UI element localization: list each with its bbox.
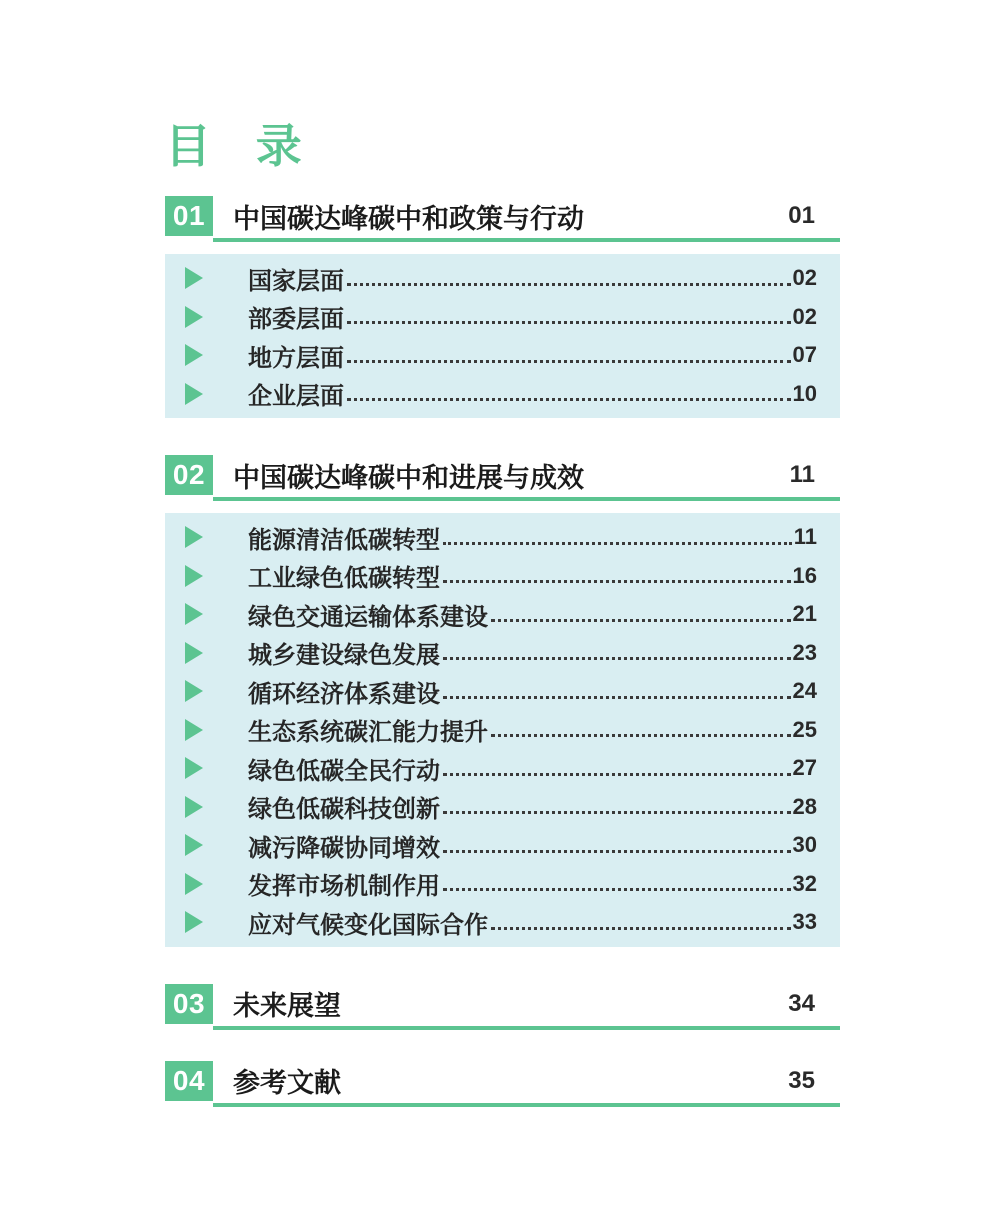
- triangle-bullet-icon: [185, 344, 221, 366]
- section-header: [165, 1061, 840, 1101]
- toc-item: [165, 749, 840, 788]
- toc-item: [165, 788, 840, 827]
- toc-item-page-number: 11: [793, 524, 817, 550]
- section-page-number: 01: [788, 202, 815, 229]
- section-number: 02: [172, 459, 206, 490]
- section-header: [165, 984, 840, 1024]
- section-title: 中国碳达峰碳中和政策与行动: [233, 203, 584, 234]
- section-number-badge: [165, 455, 213, 495]
- toc-item: [165, 259, 840, 298]
- section-number: 03: [172, 987, 206, 1019]
- section-page-number: 11: [789, 461, 815, 488]
- triangle-bullet-icon: [185, 719, 221, 741]
- section-title: 参考文献: [233, 1068, 341, 1098]
- section-underline: [213, 1026, 840, 1030]
- section-header: [165, 455, 840, 495]
- dotted-leader: [443, 696, 791, 699]
- dotted-leader: [347, 398, 791, 401]
- toc-item-label: 国家层面: [248, 267, 344, 295]
- toc-item-page-number: 32: [792, 870, 817, 896]
- section-items-panel: [165, 513, 840, 947]
- section-underline: [213, 497, 840, 501]
- section-underline: [213, 238, 840, 242]
- dotted-leader: [491, 734, 791, 737]
- section-number-badge: [165, 196, 213, 236]
- section-number: 01: [172, 200, 206, 231]
- toc-section: [165, 984, 840, 1024]
- section-header: [165, 196, 840, 236]
- dotted-leader: [443, 542, 792, 545]
- toc-item-page-number: 25: [792, 716, 817, 742]
- page-title: 目 录: [165, 120, 318, 172]
- toc-item: [165, 672, 840, 711]
- dotted-leader: [443, 811, 791, 814]
- section-number-badge: [165, 1061, 213, 1101]
- section-number-badge: [165, 984, 213, 1024]
- triangle-bullet-icon: [185, 873, 221, 895]
- toc-item-label: 能源清洁低碳转型: [248, 526, 440, 554]
- triangle-bullet-icon: [185, 267, 221, 289]
- triangle-bullet-icon: [185, 680, 221, 702]
- section-number: 04: [172, 1064, 206, 1096]
- toc-section: [165, 455, 840, 947]
- toc-item-label: 绿色低碳科技创新: [248, 796, 440, 824]
- toc-item: [165, 865, 840, 904]
- triangle-bullet-icon: [185, 834, 221, 856]
- toc-item-label: 循环经济体系建设: [248, 680, 440, 708]
- toc-item-page-number: 16: [792, 562, 817, 588]
- toc-item: [165, 375, 840, 414]
- toc-item-page-number: 33: [792, 909, 817, 935]
- section-items-panel: [165, 254, 840, 418]
- toc-item-label: 企业层面: [248, 383, 344, 411]
- triangle-bullet-icon: [185, 383, 221, 405]
- dotted-leader: [443, 773, 791, 776]
- dotted-leader: [347, 321, 791, 324]
- toc-item-page-number: 10: [792, 380, 817, 406]
- toc-item: [165, 518, 840, 557]
- toc-item-label: 发挥市场机制作用: [248, 873, 440, 901]
- dotted-leader: [443, 888, 791, 891]
- section-underline: [213, 1103, 840, 1107]
- toc-item-label: 部委层面: [248, 306, 344, 334]
- toc-item-page-number: 30: [792, 832, 817, 858]
- dotted-leader: [347, 360, 791, 363]
- toc-item: [165, 826, 840, 865]
- triangle-bullet-icon: [185, 306, 221, 328]
- section-page-number: 34: [788, 989, 815, 1017]
- dotted-leader: [347, 283, 791, 286]
- toc-item-label: 应对气候变化国际合作: [248, 911, 488, 939]
- toc-item: [165, 336, 840, 375]
- toc-section: [165, 196, 840, 418]
- toc-item-page-number: 23: [792, 639, 817, 665]
- toc-item-label: 减污降碳协同增效: [248, 834, 440, 862]
- dotted-leader: [443, 657, 791, 660]
- toc-item: [165, 903, 840, 942]
- section-title: 中国碳达峰碳中和进展与成效: [233, 462, 584, 493]
- toc-item-page-number: 28: [792, 793, 817, 819]
- triangle-bullet-icon: [185, 642, 221, 664]
- dotted-leader: [491, 927, 791, 930]
- toc-item-label: 城乡建设绿色发展: [248, 642, 440, 670]
- toc-item: [165, 298, 840, 337]
- toc-item: [165, 711, 840, 750]
- triangle-bullet-icon: [185, 911, 221, 933]
- section-title: 未来展望: [233, 991, 341, 1021]
- toc-item-page-number: 27: [792, 755, 817, 781]
- dotted-leader: [443, 850, 791, 853]
- toc-section: [165, 1061, 840, 1101]
- toc-item-page-number: 21: [792, 601, 817, 627]
- toc-item-label: 地方层面: [248, 344, 344, 372]
- toc-item: [165, 595, 840, 634]
- toc-item-page-number: 24: [792, 678, 817, 704]
- triangle-bullet-icon: [185, 565, 221, 587]
- triangle-bullet-icon: [185, 757, 221, 779]
- dotted-leader: [443, 580, 791, 583]
- triangle-bullet-icon: [185, 796, 221, 818]
- toc-item-label: 生态系统碳汇能力提升: [248, 719, 488, 747]
- toc-item-page-number: 07: [792, 342, 817, 368]
- toc-sections: [165, 196, 840, 1101]
- toc-item-page-number: 02: [792, 265, 817, 291]
- toc-item-label: 绿色低碳全民行动: [248, 757, 440, 785]
- toc-item-page-number: 02: [792, 303, 817, 329]
- triangle-bullet-icon: [185, 603, 221, 625]
- toc-item: [165, 557, 840, 596]
- section-page-number: 35: [788, 1066, 815, 1094]
- toc-item: [165, 634, 840, 673]
- triangle-bullet-icon: [185, 526, 221, 548]
- toc-item-label: 绿色交通运输体系建设: [248, 603, 488, 631]
- toc-item-label: 工业绿色低碳转型: [248, 565, 440, 593]
- dotted-leader: [491, 619, 791, 622]
